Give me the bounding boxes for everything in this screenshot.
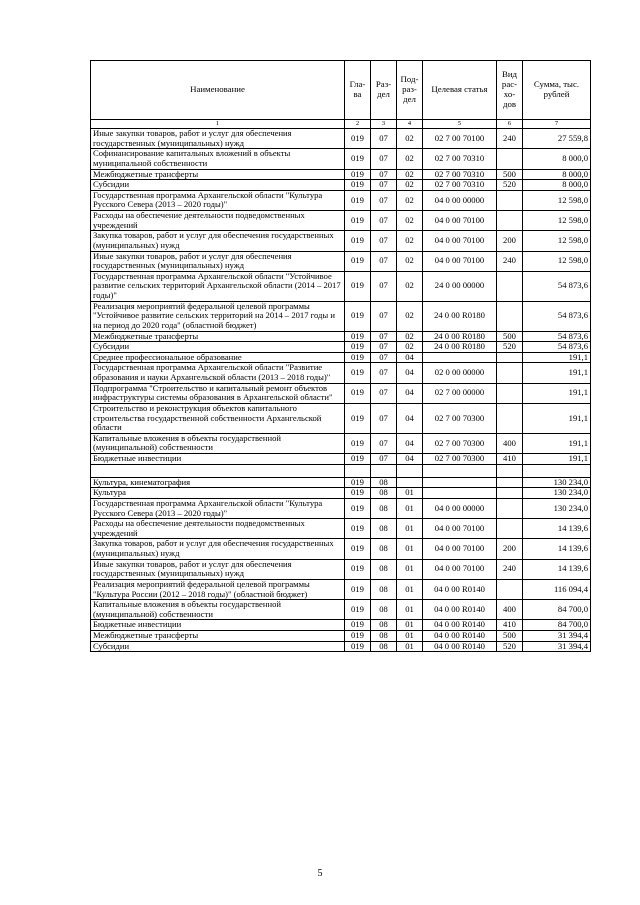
table-row [91,403,591,433]
table-row [91,149,591,169]
row-glava-cell: 019 [345,631,371,642]
row-statya-cell: 04 0 00 R0140 [423,620,497,631]
row-razdel-cell: 08 [371,519,397,539]
row-vid-cell [497,271,523,301]
row-summa-cell: 191,1 [523,352,591,363]
row-statya-cell: 04 0 00 R0140 [423,600,497,620]
row-name-cell: Софинансирование капитальных вложений в объекты муниципальной собственности [91,149,345,169]
row-name-cell: Иные закупки товаров, работ и услуг для обеспечения государственных (муниципальных) нужд [91,251,345,271]
row-glava-cell: 019 [345,559,371,579]
row-razdel-cell: 07 [371,211,397,231]
row-statya-cell: 24 0 00 00000 [423,271,497,301]
header-number: 3 [371,120,397,129]
row-statya-cell: 04 0 00 00000 [423,498,497,518]
table-row [91,600,591,620]
row-summa-cell: 54 873,6 [523,271,591,301]
row-razdel-cell: 07 [371,352,397,363]
row-name-cell: Межбюджетные трансферты [91,631,345,642]
row-podrazdel-cell: 01 [397,631,423,642]
row-name-cell: Государственная программа Архангельской области "Культура Русского Севера (2013 – 2020 годы)" [91,190,345,210]
row-name-cell: Расходы на обеспечение деятельности подведомственных учреждений [91,211,345,231]
row-razdel-cell [371,464,397,477]
table-row [91,352,591,363]
row-name-cell: Государственная программа Архангельской области "Развитие образования и науки Архангельской области (2013 – 2018 годы)" [91,363,345,383]
row-name-cell: Закупка товаров, работ и услуг для обеспечения государственных (муниципальных) нужд [91,539,345,559]
row-statya-cell: 02 0 00 00000 [423,363,497,383]
row-podrazdel-cell: 02 [397,331,423,342]
row-statya-cell: 04 0 00 R0140 [423,631,497,642]
row-name-cell: Среднее профессиональное образование [91,352,345,363]
row-glava-cell: 019 [345,149,371,169]
row-glava-cell: 019 [345,579,371,599]
row-statya-cell: 02 7 00 70100 [423,129,497,149]
row-glava-cell: 019 [345,190,371,210]
row-vid-cell: 410 [497,454,523,465]
row-summa-cell: 116 094,4 [523,579,591,599]
row-glava-cell: 019 [345,180,371,191]
row-name-cell: Бюджетные инвестиции [91,454,345,465]
row-razdel-cell: 08 [371,579,397,599]
row-glava-cell: 019 [345,477,371,488]
row-summa-cell: 8 000,0 [523,169,591,180]
row-podrazdel-cell: 02 [397,129,423,149]
row-razdel-cell: 08 [371,641,397,652]
row-statya-cell: 02 7 00 70310 [423,169,497,180]
row-name-cell: Расходы на обеспечение деятельности подведомственных учреждений [91,519,345,539]
row-summa-cell: 191,1 [523,454,591,465]
row-vid-cell [497,149,523,169]
row-vid-cell: 400 [497,600,523,620]
row-vid-cell [497,190,523,210]
row-glava-cell: 019 [345,403,371,433]
row-statya-cell: 04 0 00 70100 [423,519,497,539]
table-row [91,498,591,518]
table-row [91,383,591,403]
row-podrazdel-cell: 01 [397,539,423,559]
row-summa-cell: 54 873,6 [523,331,591,342]
row-razdel-cell: 08 [371,600,397,620]
row-statya-cell: 02 7 00 70300 [423,403,497,433]
row-vid-cell: 200 [497,231,523,251]
row-statya-cell: 24 0 00 R0180 [423,331,497,342]
row-vid-cell [497,464,523,477]
row-glava-cell: 019 [345,383,371,403]
row-name-cell: Бюджетные инвестиции [91,620,345,631]
row-glava-cell: 019 [345,169,371,180]
header-razdel: Раз-дел [371,61,397,120]
row-podrazdel-cell: 01 [397,600,423,620]
row-podrazdel-cell: 01 [397,559,423,579]
row-name-cell: Реализация мероприятий федеральной целевой программы "Культура России (2012 – 2018 годы)" (областной бюджет) [91,579,345,599]
row-vid-cell: 520 [497,180,523,191]
row-podrazdel-cell: 04 [397,383,423,403]
row-razdel-cell: 08 [371,559,397,579]
table-row [91,579,591,599]
row-vid-cell [497,579,523,599]
row-name-cell: Субсидии [91,641,345,652]
row-vid-cell [497,211,523,231]
row-glava-cell: 019 [345,301,371,331]
row-vid-cell [497,383,523,403]
table-row [91,641,591,652]
row-podrazdel-cell: 04 [397,363,423,383]
row-razdel-cell: 07 [371,271,397,301]
row-podrazdel-cell: 01 [397,620,423,631]
table-row [91,559,591,579]
row-razdel-cell: 07 [371,301,397,331]
row-summa-cell: 14 139,6 [523,539,591,559]
row-razdel-cell: 08 [371,631,397,642]
row-statya-cell [423,477,497,488]
row-razdel-cell: 07 [371,231,397,251]
row-razdel-cell: 08 [371,539,397,559]
row-summa-cell: 12 598,0 [523,211,591,231]
table-row [91,342,591,353]
row-statya-cell [423,352,497,363]
header-number: 5 [423,120,497,129]
row-name-cell: Межбюджетные трансферты [91,169,345,180]
row-podrazdel-cell: 01 [397,488,423,499]
table-row [91,169,591,180]
row-name-cell: Закупка товаров, работ и услуг для обеспечения государственных (муниципальных) нужд [91,231,345,251]
row-statya-cell: 02 7 00 00000 [423,383,497,403]
row-razdel-cell: 07 [371,129,397,149]
header-vid: Вид рас-хо-дов [497,61,523,120]
row-name-cell: Подпрограмма "Строительство и капитальный ремонт объектов инфраструктуры системы образования в Архангельской области" [91,383,345,403]
row-vid-cell [497,477,523,488]
row-vid-cell [497,301,523,331]
row-name-cell: Иные закупки товаров, работ и услуг для обеспечения государственных (муниципальных) нужд [91,129,345,149]
row-vid-cell [497,488,523,499]
row-glava-cell: 019 [345,641,371,652]
row-podrazdel-cell: 02 [397,342,423,353]
row-vid-cell: 500 [497,331,523,342]
row-statya-cell: 04 0 00 70100 [423,251,497,271]
header-number: 2 [345,120,371,129]
row-vid-cell: 240 [497,129,523,149]
row-glava-cell: 019 [345,519,371,539]
row-razdel-cell: 08 [371,498,397,518]
row-razdel-cell: 07 [371,363,397,383]
table-row [91,301,591,331]
table-row [91,488,591,499]
row-statya-cell: 04 0 00 70100 [423,539,497,559]
row-name-cell: Межбюджетные трансферты [91,331,345,342]
row-summa-cell: 14 139,6 [523,559,591,579]
row-statya-cell: 02 7 00 70300 [423,454,497,465]
row-glava-cell: 019 [345,488,371,499]
row-razdel-cell: 07 [371,403,397,433]
row-podrazdel-cell: 02 [397,190,423,210]
row-razdel-cell: 07 [371,149,397,169]
row-statya-cell: 24 0 00 R0180 [423,342,497,353]
header-number-row [91,120,591,129]
row-razdel-cell: 07 [371,433,397,453]
row-name-cell: Иные закупки товаров, работ и услуг для обеспечения государственных (муниципальных) нужд [91,559,345,579]
row-name-cell: Капитальные вложения в объекты государственной (муниципальной) собственности [91,600,345,620]
row-summa-cell: 191,1 [523,383,591,403]
row-glava-cell: 019 [345,231,371,251]
row-name-cell: Капитальные вложения в объекты государственной (муниципальной) собственности [91,433,345,453]
row-summa-cell: 54 873,6 [523,301,591,331]
row-summa-cell [523,464,591,477]
row-vid-cell: 500 [497,169,523,180]
row-summa-cell: 130 234,0 [523,477,591,488]
row-glava-cell: 019 [345,352,371,363]
header-name: Наименование [91,61,345,120]
row-summa-cell: 12 598,0 [523,251,591,271]
header-number: 4 [397,120,423,129]
row-statya-cell: 02 7 00 70310 [423,180,497,191]
row-statya-cell: 02 7 00 70310 [423,149,497,169]
row-razdel-cell: 07 [371,180,397,191]
table-row [91,433,591,453]
row-podrazdel-cell: 01 [397,498,423,518]
row-podrazdel-cell [397,477,423,488]
header-podrazdel: Под-раз-дел [397,61,423,120]
row-statya-cell [423,464,497,477]
header-number: 6 [497,120,523,129]
row-glava-cell: 019 [345,271,371,301]
row-statya-cell: 04 0 00 R0140 [423,579,497,599]
row-razdel-cell: 08 [371,488,397,499]
table-row [91,363,591,383]
row-podrazdel-cell: 01 [397,641,423,652]
row-statya-cell: 04 0 00 70100 [423,211,497,231]
row-summa-cell: 54 873,6 [523,342,591,353]
row-razdel-cell: 07 [371,251,397,271]
table-row [91,539,591,559]
row-razdel-cell: 07 [371,169,397,180]
row-summa-cell: 8 000,0 [523,180,591,191]
row-name-cell: Культура, кинематография [91,477,345,488]
row-name-cell: Государственная программа Архангельской области "Культура Русского Севера (2013 – 2020 годы)" [91,498,345,518]
row-vid-cell: 400 [497,433,523,453]
header-number: 1 [91,120,345,129]
table-spacer-row [91,464,591,477]
row-summa-cell: 84 700,0 [523,620,591,631]
row-podrazdel-cell: 02 [397,251,423,271]
row-summa-cell: 12 598,0 [523,231,591,251]
header-number: 7 [523,120,591,129]
page-number: 5 [317,868,323,879]
row-summa-cell: 191,1 [523,363,591,383]
row-glava-cell: 019 [345,433,371,453]
row-podrazdel-cell: 02 [397,231,423,251]
row-name-cell: Субсидии [91,342,345,353]
row-podrazdel-cell: 04 [397,403,423,433]
row-glava-cell: 019 [345,454,371,465]
row-vid-cell [497,352,523,363]
row-summa-cell: 130 234,0 [523,498,591,518]
row-podrazdel-cell: 02 [397,169,423,180]
row-podrazdel-cell: 01 [397,579,423,599]
row-podrazdel-cell: 04 [397,352,423,363]
row-summa-cell: 8 000,0 [523,149,591,169]
row-podrazdel-cell: 01 [397,519,423,539]
row-glava-cell [345,464,371,477]
header-glava: Гла-ва [345,61,371,120]
row-statya-cell: 02 7 00 70300 [423,433,497,453]
row-statya-cell [423,488,497,499]
row-summa-cell: 191,1 [523,433,591,453]
row-summa-cell: 12 598,0 [523,190,591,210]
row-name-cell: Государственная программа Архангельской области "Устойчивое развитие сельских территорий Архангельской области (2014 – 2017 годы)" [91,271,345,301]
header-statya: Целевая статья [423,61,497,120]
row-podrazdel-cell: 02 [397,211,423,231]
row-razdel-cell: 07 [371,454,397,465]
table-row [91,631,591,642]
row-vid-cell [497,363,523,383]
row-razdel-cell: 07 [371,190,397,210]
row-glava-cell: 019 [345,539,371,559]
table-row [91,519,591,539]
table-row [91,180,591,191]
row-statya-cell: 04 0 00 R0140 [423,641,497,652]
header-summa: Сумма, тыс. рублей [523,61,591,120]
row-podrazdel-cell [397,464,423,477]
table-row [91,620,591,631]
row-statya-cell: 04 0 00 70100 [423,559,497,579]
row-glava-cell: 019 [345,331,371,342]
row-glava-cell: 019 [345,342,371,353]
row-podrazdel-cell: 02 [397,149,423,169]
table-row [91,331,591,342]
row-summa-cell: 31 394,4 [523,641,591,652]
row-name-cell [91,464,345,477]
row-statya-cell: 04 0 00 00000 [423,190,497,210]
row-name-cell: Реализация мероприятий федеральной целевой программы "Устойчивое развитие сельских территорий на 2014 – 2017 годы и на период до 2020 года" (областной бюджет) [91,301,345,331]
row-vid-cell [497,498,523,518]
row-summa-cell: 27 559,8 [523,129,591,149]
row-glava-cell: 019 [345,251,371,271]
row-razdel-cell: 07 [371,383,397,403]
table-row [91,129,591,149]
row-summa-cell: 14 139,6 [523,519,591,539]
row-vid-cell: 520 [497,641,523,652]
row-glava-cell: 019 [345,498,371,518]
row-glava-cell: 019 [345,600,371,620]
table-row [91,477,591,488]
row-vid-cell: 240 [497,559,523,579]
budget-table [90,60,591,652]
row-summa-cell: 191,1 [523,403,591,433]
row-name-cell: Культура [91,488,345,499]
table-row [91,190,591,210]
row-glava-cell: 019 [345,129,371,149]
row-razdel-cell: 07 [371,342,397,353]
row-statya-cell: 04 0 00 70100 [423,231,497,251]
table-row [91,454,591,465]
row-summa-cell: 31 394,4 [523,631,591,642]
row-name-cell: Строительство и реконструкция объектов капитального строительства государственной собственности Архангельской области [91,403,345,433]
row-vid-cell: 500 [497,631,523,642]
row-podrazdel-cell: 02 [397,271,423,301]
row-vid-cell: 520 [497,342,523,353]
row-podrazdel-cell: 04 [397,454,423,465]
row-summa-cell: 84 700,0 [523,600,591,620]
row-glava-cell: 019 [345,620,371,631]
row-vid-cell: 410 [497,620,523,631]
row-vid-cell: 240 [497,251,523,271]
table-row [91,271,591,301]
table-body [91,129,591,652]
row-glava-cell: 019 [345,211,371,231]
row-vid-cell [497,519,523,539]
row-vid-cell: 200 [497,539,523,559]
row-statya-cell: 24 0 00 R0180 [423,301,497,331]
header-row [91,61,591,120]
row-name-cell: Субсидии [91,180,345,191]
row-podrazdel-cell: 02 [397,180,423,191]
row-podrazdel-cell: 02 [397,301,423,331]
row-glava-cell: 019 [345,363,371,383]
table-row [91,211,591,231]
row-summa-cell: 130 234,0 [523,488,591,499]
row-podrazdel-cell: 04 [397,433,423,453]
row-vid-cell [497,403,523,433]
table-row [91,251,591,271]
table-row [91,231,591,251]
row-razdel-cell: 07 [371,331,397,342]
row-razdel-cell: 08 [371,477,397,488]
row-razdel-cell: 08 [371,620,397,631]
